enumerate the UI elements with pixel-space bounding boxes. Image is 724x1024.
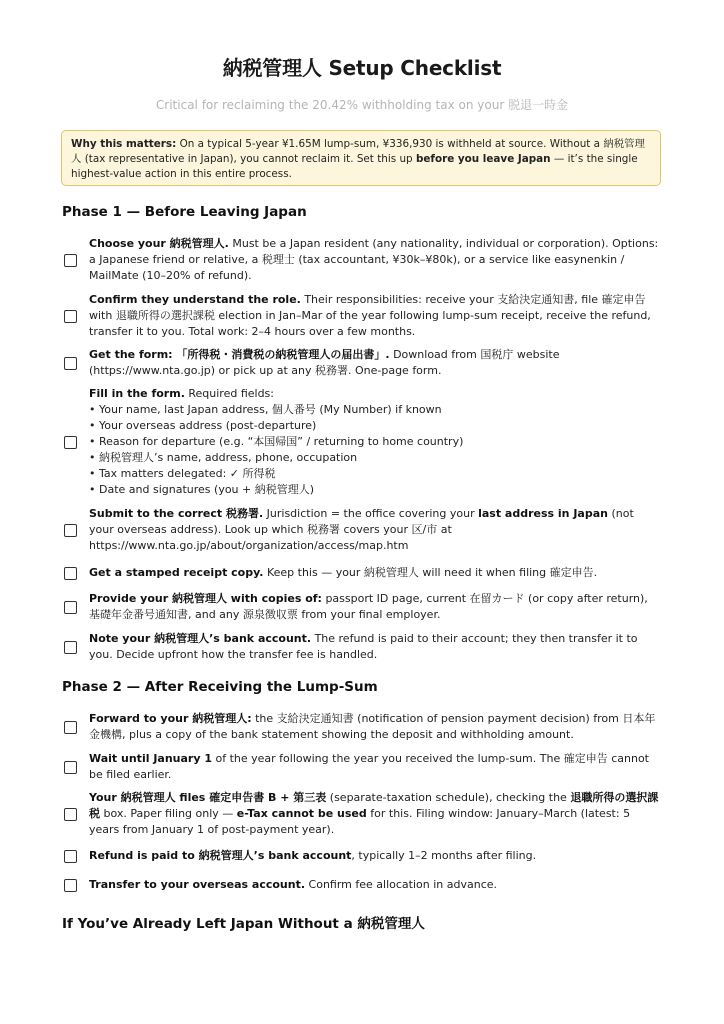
item-body: Keep this — your 納税管理人 will need it when filing 確定申告.	[263, 566, 598, 579]
checklist-item	[62, 877, 660, 893]
item-body: Confirm fee allocation in advance.	[305, 878, 498, 891]
item-text	[89, 386, 660, 498]
item-lead: Refund is paid to 納税管理人’s bank account	[89, 849, 352, 862]
checkbox[interactable]	[64, 310, 77, 323]
page-title: 納税管理人 Setup Checklist	[222, 56, 502, 80]
item-body: the 支給決定通知書 (notification of pension payment decision) from 日本年金機構, plus a copy of the bank statement showing the deposit and withholding amount.	[89, 712, 656, 741]
item-lead: Note your 納税管理人’s bank account.	[89, 632, 312, 645]
item-lead: Forward to your 納税管理人:	[89, 712, 252, 725]
item-lead: Submit to the correct 税務署.	[89, 507, 264, 520]
bullet-item: • Date and signatures (you + 納税管理人)	[89, 482, 660, 498]
checkbox[interactable]	[64, 641, 77, 654]
checkbox[interactable]	[64, 601, 77, 614]
item-text	[89, 751, 660, 783]
item-body: of the year following the year you received the lump-sum. The 確定申告 cannot be filed earlier.	[89, 752, 649, 781]
why-this-matters-callout	[61, 130, 661, 186]
item-lead: Get the form: 「所得税・消費税の納税管理人の届出書」.	[89, 348, 390, 361]
item-lead: Your 納税管理人 files 確定申告書 B + 第三表	[89, 791, 327, 804]
page-subtitle: Critical for reclaiming the 20.42% withholding tax on your 脱退一時金	[155, 98, 569, 112]
bullet-item: • Your overseas address (post-departure)	[89, 418, 660, 434]
checklist-item	[62, 711, 660, 743]
checklist-item	[62, 386, 660, 498]
item-body: Download from 国税庁 website (https://www.nta.go.jp) or pick up at any 税務署. One-page form.	[89, 348, 560, 377]
item-body: Jurisdiction = the office covering your	[263, 507, 479, 520]
checkbox[interactable]	[64, 524, 77, 537]
item-lead: Transfer to your overseas account.	[89, 878, 306, 891]
item-strong: last address in Japan	[478, 507, 608, 520]
item-text	[89, 877, 660, 893]
checklist-item	[62, 236, 660, 284]
item-text	[89, 631, 660, 663]
item-text	[89, 565, 660, 581]
item-body: (separate-taxation schedule), checking the	[326, 791, 571, 804]
item-text	[89, 506, 660, 554]
checkbox[interactable]	[64, 850, 77, 863]
checkbox[interactable]	[64, 761, 77, 774]
item-strong: 退職所得の選択課税	[89, 791, 659, 820]
checkbox[interactable]	[64, 436, 77, 449]
item-body: Required fields:	[184, 387, 274, 400]
checklist-item	[62, 347, 660, 379]
bullet-item: • Reason for departure (e.g. “本国帰国” / returning to home country)	[89, 434, 660, 450]
checklist-item	[62, 591, 660, 623]
bullet-item: • Tax matters delegated: ✓ 所得税	[89, 466, 660, 482]
phase-3-heading: If You’ve Already Left Japan Without a 納税管理人	[62, 916, 425, 932]
checklist-item	[62, 292, 660, 340]
item-body: passport ID page, current 在留カード (or copy after return), 基礎年金番号通知書, and any 源泉徴収票 from your final employer.	[89, 592, 648, 621]
item-text	[89, 591, 660, 623]
checklist-item	[62, 790, 660, 838]
checklist-item	[62, 848, 660, 864]
checkbox[interactable]	[64, 879, 77, 892]
phase-2-heading: Phase 2 — After Receiving the Lump-Sum	[62, 679, 378, 695]
phase-1-heading: Phase 1 — Before Leaving Japan	[62, 204, 307, 220]
bullet-item: • 納税管理人’s name, address, phone, occupation	[89, 450, 660, 466]
item-body: , typically 1–2 months after filing.	[351, 849, 537, 862]
checkbox[interactable]	[64, 254, 77, 267]
item-lead: Get a stamped receipt copy.	[89, 566, 264, 579]
checklist-item	[62, 565, 660, 581]
checkbox[interactable]	[64, 567, 77, 580]
checkbox[interactable]	[64, 357, 77, 370]
item-body-2: box. Paper filing only —	[100, 807, 237, 820]
item-body: Must be a Japan resident (any nationality, individual or corporation). Options: a Japanese friend or relative, a 税理士 (tax accountant, ¥30k–¥80k), or a service like easynenkin / MailMate (10–20% of refund).	[89, 237, 659, 282]
item-text	[89, 711, 660, 743]
item-lead: Wait until January 1	[89, 752, 212, 765]
checkbox[interactable]	[64, 721, 77, 734]
item-body-3: for this. Filing window: January–March (latest: 5 years from January 1 of post-payment year).	[89, 807, 631, 836]
item-lead: Choose your 納税管理人.	[89, 237, 229, 250]
item-body: Their responsibilities: receive your 支給決定通知書, file 確定申告 with 退職所得の選択課税 election in Jan–Mar of the year following lump-sum receipt, receive the refund, transfer it to you. Total work: 2–4 hours over a few months.	[89, 293, 651, 338]
item-text	[89, 347, 660, 379]
checklist-item	[62, 506, 660, 554]
checklist-item	[62, 631, 660, 663]
item-lead: Fill in the form.	[89, 387, 185, 400]
item-body: The refund is paid to their account; they then transfer it to you. Decide upfront how the transfer fee is handled.	[89, 632, 638, 661]
callout-label: Why this matters:	[71, 138, 177, 150]
item-text	[89, 292, 660, 340]
bullet-item: • Your name, last Japan address, 個人番号 (My Number) if known	[89, 402, 660, 418]
checklist-item	[62, 751, 660, 783]
callout-strong: before you leave Japan	[415, 153, 551, 165]
item-lead: Provide your 納税管理人 with copies of:	[89, 592, 322, 605]
item-strong-2: e-Tax cannot be used	[236, 807, 367, 820]
item-body-2: (not your overseas address). Look up which 税務署 covers your 区/市 at https://www.nta.go.jp/about/organization/access/map.htm	[89, 507, 634, 552]
callout-text-2: — it’s the single highest-value action in this entire process.	[71, 153, 638, 180]
item-text	[89, 790, 660, 838]
checkbox[interactable]	[64, 808, 77, 821]
item-lead: Confirm they understand the role.	[89, 293, 301, 306]
callout-text-1: On a typical 5-year ¥1.65M lump-sum, ¥336,930 is withheld at source. Without a 納税管理人 (tax representative in Japan), you cannot reclaim it. Set this up	[71, 138, 645, 165]
item-text	[89, 848, 660, 864]
item-text	[89, 236, 660, 284]
